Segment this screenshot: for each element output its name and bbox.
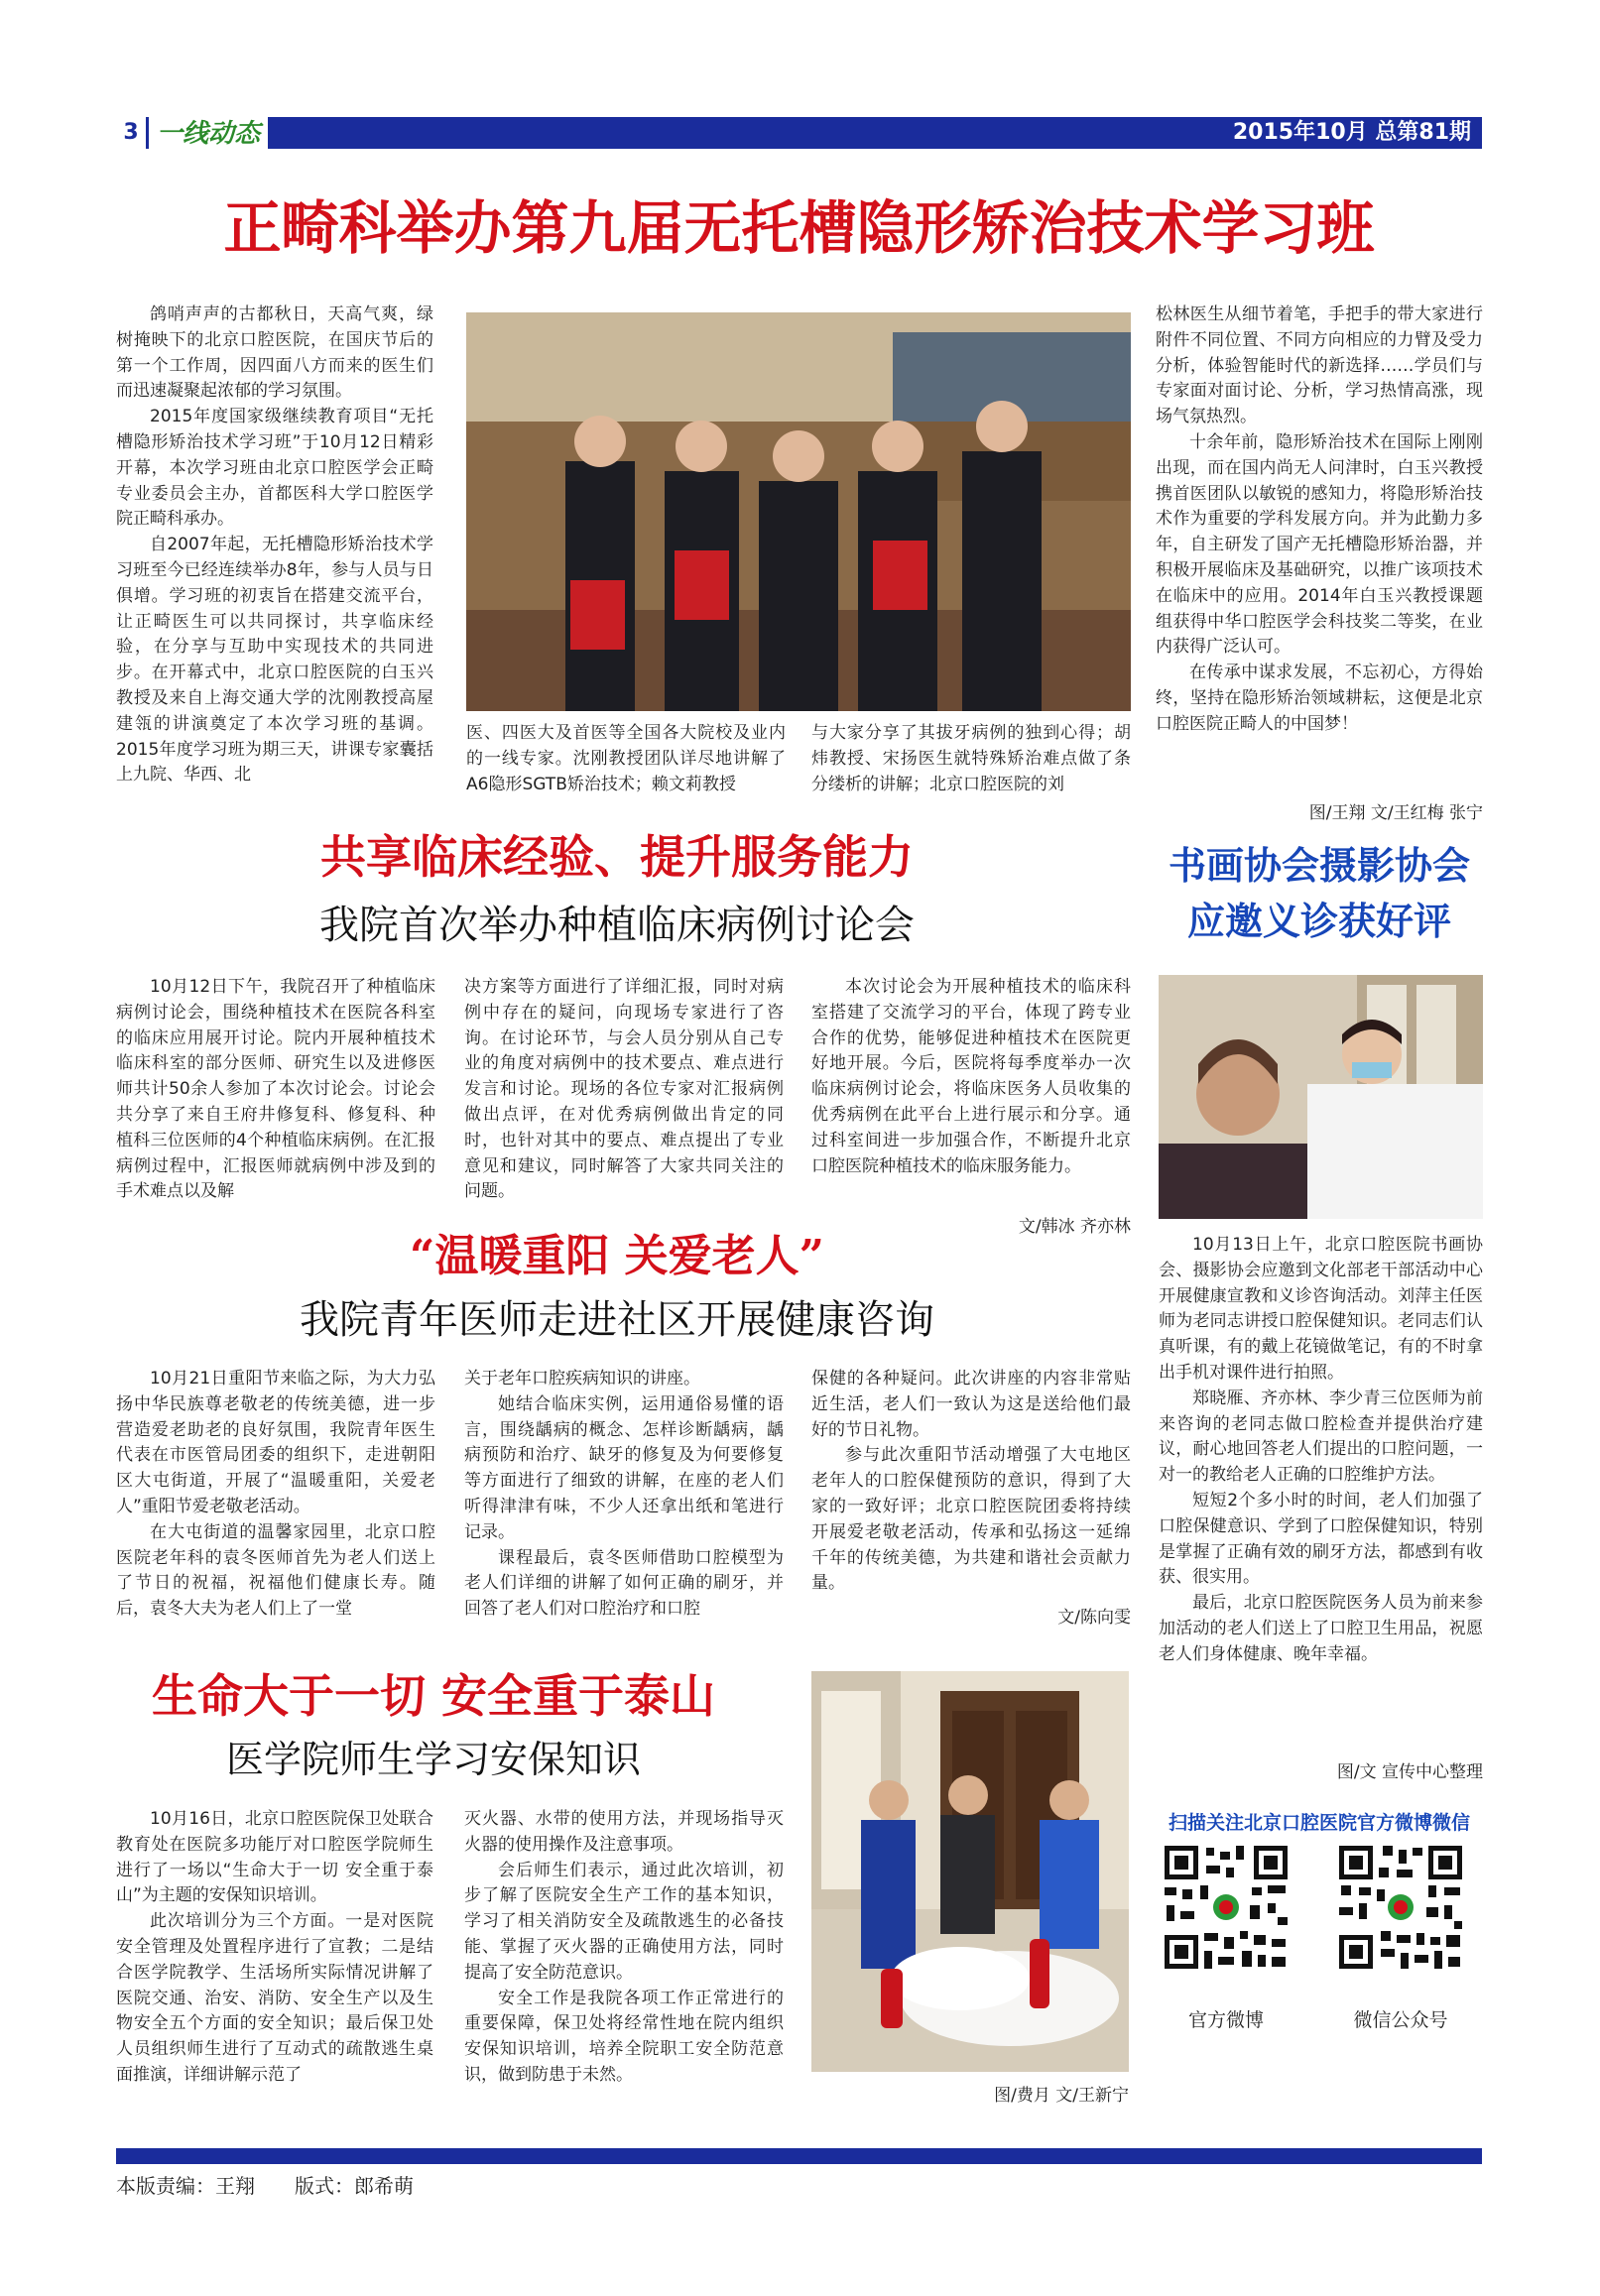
paragraph: 短短2个多小时的时间，老人们加强了口腔保健意识、学到了口腔保健知识，特别是掌握了正确有效的刷牙方法，都感到有收获、很实用。 bbox=[1159, 1490, 1483, 1588]
paragraph: 关于老年口腔疾病知识的讲座。 bbox=[464, 1369, 700, 1389]
issue-info: 2015年10月 总第81期 bbox=[1232, 120, 1471, 145]
qr-code-wechat[interactable] bbox=[1335, 1842, 1466, 1973]
article3-subtitle: 我院青年医师走进社区开展健康咨询 bbox=[300, 1297, 934, 1343]
article4-credit: 图/文 宣传中心整理 bbox=[1336, 1762, 1483, 1782]
qr-caption: 扫描关注北京口腔医院官方微博微信 bbox=[1168, 1812, 1470, 1834]
footer-editors: 本版责编：王翔 版式：郎希萌 bbox=[116, 2174, 414, 2198]
paragraph: 鸽哨声声的古都秋日，天高气爽，绿树掩映下的北京口腔医院，在国庆节后的第一个工作周，因四面八方而来的医生们而迅速凝聚起浓郁的学习氛围。 bbox=[116, 304, 433, 402]
section-title: 一线动态 bbox=[149, 113, 268, 150]
article1-credit: 图/王翔 文/王红梅 张宁 bbox=[1308, 803, 1483, 823]
article2-credit: 文/韩冰 齐亦林 bbox=[1018, 1217, 1131, 1237]
paragraph: 本次讨论会为开展种植技术的临床科室搭建了交流学习的平台，体现了跨专业合作的优势，能够促进种植技术在医院更好地开展。今后，医院将每季度举办一次临床病例讨论会，将临床医务人员收集的优秀病例在此平台上进行展示和分享。通过科室间进一步加强合作，不断提升北京口腔医院种植技术的临床服务能力。 bbox=[811, 977, 1131, 1176]
paragraph: 在传承中谋求发展，不忘初心，方得始终，坚持在隐形矫治领域耕耘，这便是北京口腔医院正畸人的中国梦！ bbox=[1156, 663, 1483, 734]
paragraph: 灭火器、水带的使用方法，并现场指导灭火器的使用操作及注意事项。 bbox=[464, 1809, 784, 1855]
article3-col1 bbox=[116, 1367, 435, 1623]
page-number: 3 bbox=[116, 117, 146, 149]
footer-bar bbox=[116, 2148, 1482, 2164]
article1-title: 正畸科举办第九届无托槽隐形矫治技术学习班 bbox=[223, 194, 1375, 262]
article1-col1 bbox=[116, 302, 433, 788]
paragraph: 2015年度国家级继续教育项目“无托槽隐形矫治技术学习班”于10月12日精彩开幕，本次学习班由北京口腔医学会正畸专业委员会主办，首都医科大学口腔医学院正畸科承办。 bbox=[116, 407, 433, 530]
paragraph: 松林医生从细节着笔，手把手的带大家进行附件不同位置、不同方向相应的力臂及受力分析，体验智能时代的新选择……学员们与专家面对面讨论、分析，学习热情高涨，现场气氛热烈。 bbox=[1156, 304, 1483, 427]
article2-subtitle: 我院首次举办种植临床病例讨论会 bbox=[319, 903, 915, 948]
paragraph: 10月12日下午，我院召开了种植临床病例讨论会，围绕种植技术在医院各科室的临床应用展开讨论。院内开展种植技术临床科室的部分医师、研究生以及进修医师共计50余人参加了本次讨论会。讨论会共分享了来自王府井修复科、修复科、种植科三位医师的4个种植临床病例。在汇报病例过程中，汇报医师就病例中涉及到的手术难点以及解 bbox=[116, 977, 435, 1202]
paragraph: 10月21日重阳节来临之际，为大力弘扬中华民族尊老敬老的传统美德，进一步营造爱老助老的良好氛围，我院青年医生代表在市医管局团委的组织下，走进朝阳区大屯街道，开展了“温暖重阳，关爱老人”重阳节爱老敬老活动。 bbox=[116, 1369, 435, 1516]
article5-subtitle: 医学院师生学习安保知识 bbox=[225, 1738, 641, 1781]
article5-col1 bbox=[116, 1807, 433, 2089]
article1-col3 bbox=[811, 721, 1131, 797]
paragraph: 安全工作是我院各项工作正常进行的重要保障，保卫处将经常性地在院内组织安保知识培训，培养全院职工安全防范意识，做到防患于未然。 bbox=[464, 1988, 784, 2085]
paragraph: 课程最后，袁冬医师借助口腔模型为老人们详细的讲解了如何正确的刷牙，并回答了老人们对口腔治疗和口腔 bbox=[464, 1547, 784, 1620]
article2-col3 bbox=[811, 975, 1131, 1179]
article3-credit: 文/陈向雯 bbox=[1057, 1608, 1131, 1628]
article4-title: 书画协会摄影协会 bbox=[1168, 843, 1470, 888]
paragraph: 她结合临床实例，运用通俗易懂的语言，围绕龋病的概念、怎样诊断龋病，龋病预防和治疗、缺牙的修复及为何要修复等方面进行了细致的讲解，在座的老人们听得津津有味，不少人还拿出纸和笔进行记录。 bbox=[464, 1393, 784, 1542]
paragraph: 此次培训分为三个方面。一是对医院安全管理及处置程序进行了宣教；二是结合医学院教学、生活场所实际情况讲解了医院交通、治安、消防、安全生产以及生物安全五个方面的安全知识；最后保卫处人员组织师生进行了互动式的疏散逃生桌面推演，详细讲解示范了 bbox=[116, 1911, 433, 2085]
paragraph: 参与此次重阳节活动增强了大屯地区老年人的口腔保健预防的意识，得到了大家的一致好评；北京口腔医院团委将持续开展爱老敬老活动，传承和弘扬这一延绵千年的传统美德，为共建和谐社会贡献力量。 bbox=[811, 1445, 1131, 1594]
paragraph: 会后师生们表示，通过此次培训，初步了解了医院安全生产工作的基本知识，学习了相关消防安全及疏散逃生的必备技能、掌握了灭火器的正确使用方法，同时提高了安全防范意识。 bbox=[464, 1860, 784, 1983]
article5-title: 生命大于一切 安全重于泰山 bbox=[151, 1669, 715, 1723]
article3-col2 bbox=[464, 1367, 784, 1623]
article5-photo bbox=[811, 1671, 1129, 2072]
paragraph: 与大家分享了其拔牙病例的独到心得；胡炜教授、宋扬医生就特殊矫治难点做了条分缕析的讲解；北京口腔医院的刘 bbox=[811, 723, 1131, 794]
qr-code-weibo[interactable] bbox=[1161, 1842, 1292, 1973]
article2-col1 bbox=[116, 975, 435, 1205]
article1-col2 bbox=[466, 721, 786, 797]
article3-col3 bbox=[811, 1367, 1131, 1597]
article1-photo bbox=[466, 312, 1131, 711]
article3-title: “温暖重阳 关爱老人” bbox=[410, 1231, 824, 1281]
paragraph: 最后，北京口腔医院医务人员为前来参加活动的老人们送上了口腔卫生用品，祝愿老人们身体健康、晚年幸福。 bbox=[1159, 1593, 1483, 1664]
article4-title2: 应邀义诊获好评 bbox=[1186, 899, 1451, 943]
paragraph: 决方案等方面进行了详细汇报，同时对病例中存在的疑问，向现场专家进行了咨询。在讨论环节，与会人员分别从自己专业的角度对病例中的技术要点、难点进行发言和讨论。现场的各位专家对汇报病例做出点评，在对优秀病例做出肯定的同时，也针对其中的要点、难点提出了专业意见和建议，同时解答了大家共同关注的问题。 bbox=[464, 977, 784, 1202]
paragraph: 十余年前，隐形矫治技术在国际上刚刚出现，而在国内尚无人问津时，白玉兴教授携首医团队以敏锐的感知力，将隐形矫治技术作为重要的学科发展方向。并为此勤力多年，自主研发了国产无托槽隐形矫治器，并积极开展临床及基础研究，以推广该项技术在临床中的应用。2014年白玉兴教授课题组获得中华口腔医学会科技奖二等奖，在业内获得广泛认可。 bbox=[1156, 431, 1483, 658]
article4-body bbox=[1159, 1233, 1483, 1668]
paragraph: 自2007年起，无托槽隐形矫治技术学习班至今已经连续举办8年，参与人员与日俱增。学习班的初衷旨在搭建交流平台，让正畸医生可以共同探讨，共享临床经验，在分享与互助中实现技术的共同进步。在开幕式中，北京口腔医院的白玉兴教授及来自上海交通大学的沈刚教授高屋建瓴的讲演奠定了本次学习班的基调。2015年度学习班为期三天，讲课专家囊括上九院、华西、北 bbox=[116, 535, 433, 785]
article2-title: 共享临床经验、提升服务能力 bbox=[320, 830, 914, 884]
qr-label-weibo: 官方微博 bbox=[1187, 2009, 1264, 2031]
paragraph: 10月16日，北京口腔医院保卫处联合教育处在医院多功能厅对口腔医学院师生进行了一场以“生命大于一切 安全重于泰山”为主题的安保知识培训。 bbox=[116, 1809, 433, 1906]
paragraph: 医、四医大及首医等全国各大院校及业内的一线专家。沈刚教授团队详尽地讲解了A6隐形SGTB矫治技术；赖文莉教授 bbox=[466, 723, 786, 794]
article4-photo bbox=[1159, 975, 1483, 1219]
article5-col2 bbox=[464, 1807, 784, 2089]
article2-col2 bbox=[464, 975, 784, 1205]
paragraph: 郑晓雁、齐亦林、李少青三位医师为前来咨询的老同志做口腔检查并提供治疗建议，耐心地回答老人们提出的口腔问题，一对一的教给老人正确的口腔维护方法。 bbox=[1159, 1388, 1483, 1486]
paragraph: 在大屯街道的温馨家园里，北京口腔医院老年科的袁冬医师首先为老人们送上了节日的祝福，祝福他们健康长寿。随后，袁冬大夫为老人们上了一堂 bbox=[116, 1521, 435, 1620]
paragraph: 10月13日上午，北京口腔医院书画协会、摄影协会应邀到文化部老干部活动中心开展健康宣教和义诊咨询活动。刘萍主任医师为老同志讲授口腔保健知识。老同志们认真听课，有的戴上花镜做笔记，有的不时拿出手机对课件进行拍照。 bbox=[1159, 1235, 1483, 1383]
paragraph: 保健的各种疑问。此次讲座的内容非常贴近生活，老人们一致认为这是送给他们最好的节日礼物。 bbox=[811, 1369, 1131, 1440]
article1-col4 bbox=[1156, 302, 1483, 738]
qr-label-wechat: 微信公众号 bbox=[1353, 2009, 1448, 2031]
article5-credit: 图/费月 文/王新宁 bbox=[994, 2086, 1129, 2106]
